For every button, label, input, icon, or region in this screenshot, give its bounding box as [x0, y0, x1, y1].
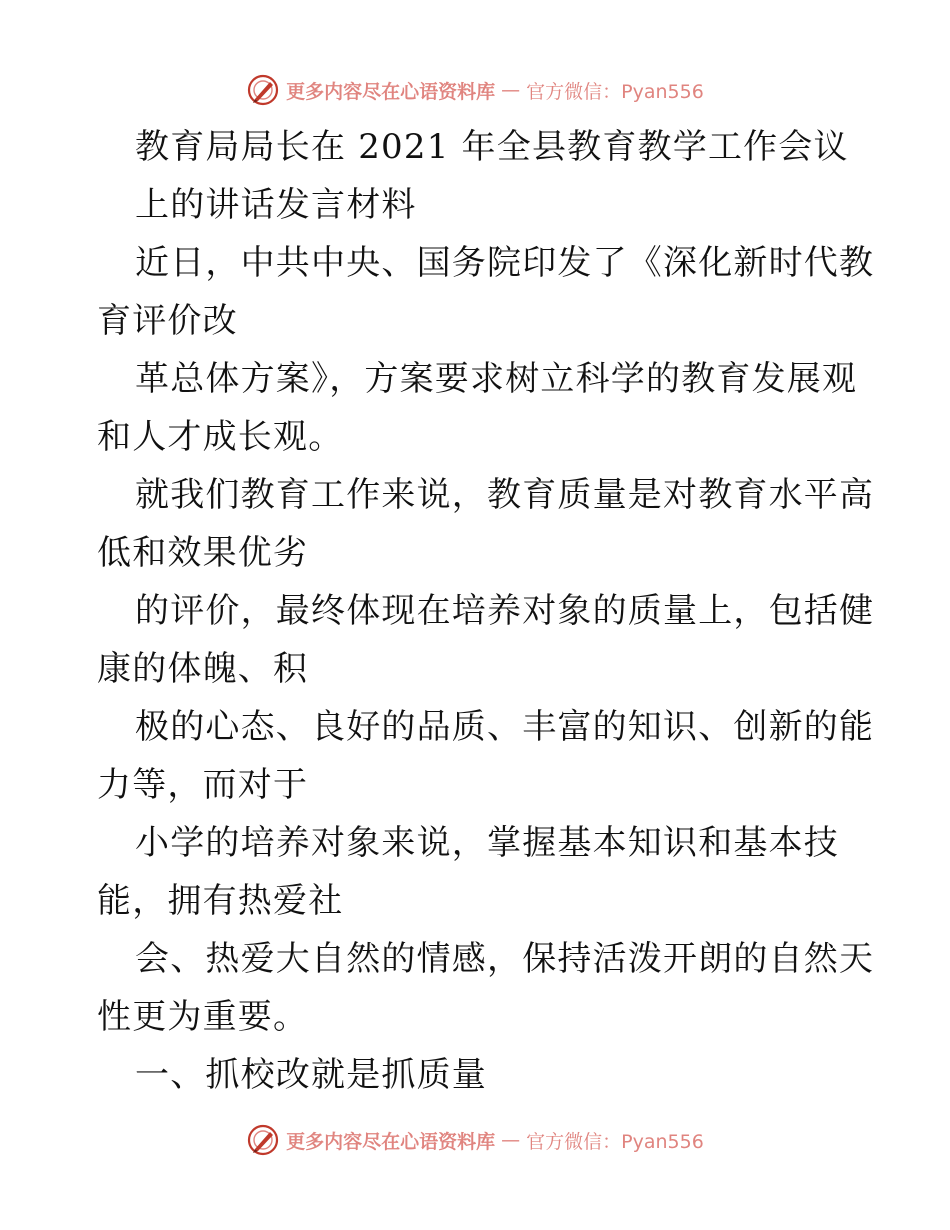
text-line: 能，拥有热爱社 — [97, 881, 344, 921]
pen-circle-icon — [246, 1123, 280, 1157]
document-body — [97, 118, 875, 1104]
text-line: 育评价改 — [97, 301, 238, 341]
text-line: 的评价，最终体现在培养对象的质量上，包括健 — [135, 591, 875, 631]
header-watermark — [0, 70, 950, 110]
text-line: 会、热爱大自然的情感，保持活泼开朗的自然天 — [135, 939, 875, 979]
text-line: 一、抓校改就是抓质量 — [135, 1055, 487, 1095]
watermark-contact-text: 官方微信：Pyan556 — [526, 1130, 704, 1153]
text-line: 极的心态、良好的品质、丰富的知识、创新的能 — [135, 707, 875, 747]
text-line: 近日，中共中央、国务院印发了《深化新时代教 — [135, 243, 875, 283]
text-line: 低和效果优劣 — [97, 533, 309, 573]
text-line: 革总体方案》，方案要求树立科学的教育发展观 — [135, 359, 858, 399]
text-line: 就我们教育工作来说，教育质量是对教育水平高 — [135, 475, 875, 515]
watermark-dash: — — [501, 1129, 521, 1151]
text-line: 性更为重要。 — [97, 997, 309, 1037]
watermark-brand-text: 更多内容尽在心语资料库 — [286, 80, 496, 103]
text-line: 康的体魄、积 — [97, 649, 309, 689]
text-line: 和人才成长观。 — [97, 417, 344, 457]
watermark-brand-text: 更多内容尽在心语资料库 — [286, 1130, 496, 1153]
text-line: 教育局局长在 2021 年全县教育教学工作会议 — [135, 127, 849, 167]
text-line: 上的讲话发言材料 — [135, 185, 417, 225]
watermark-dash: — — [501, 79, 521, 101]
footer-watermark — [0, 1120, 950, 1160]
watermark-contact-text: 官方微信：Pyan556 — [526, 80, 704, 103]
pen-circle-icon — [246, 73, 280, 107]
text-line: 小学的培养对象来说，掌握基本知识和基本技 — [135, 823, 839, 863]
text-line: 力等，而对于 — [97, 765, 309, 805]
